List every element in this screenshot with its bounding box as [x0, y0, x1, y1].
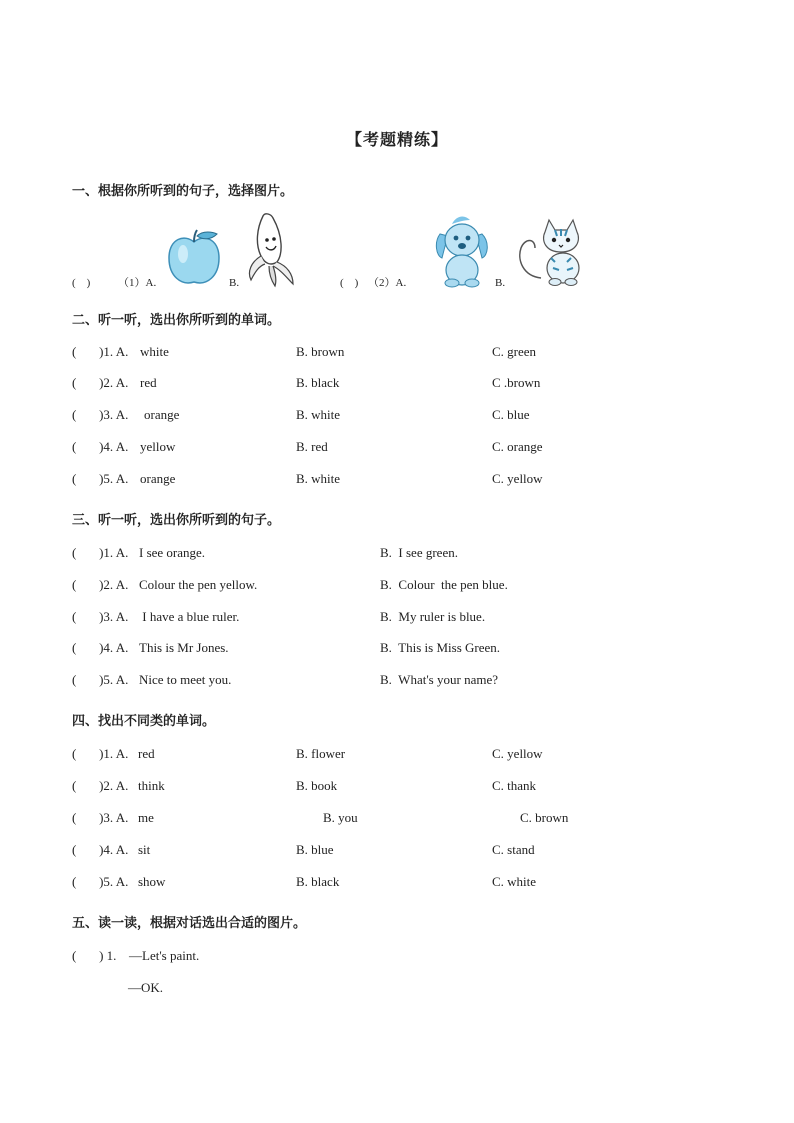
- option-b: B. white: [296, 471, 341, 486]
- item-number[interactable]: ( )5. A.: [72, 874, 129, 889]
- item-number[interactable]: ( )3. A.: [72, 407, 129, 422]
- option-c: C. thank: [492, 778, 537, 793]
- option-b-label: B.: [229, 277, 240, 289]
- option-b: B. brown: [296, 344, 345, 359]
- option-a: Colour the pen yellow.: [139, 577, 258, 592]
- banana-icon: [243, 210, 301, 288]
- option-b: B. Colour the pen blue.: [380, 577, 508, 592]
- item-number[interactable]: ( )4. A.: [72, 842, 129, 857]
- option-a: yellow: [140, 439, 176, 454]
- section-3-heading: 三、听一听，选出你所听到的句子。: [72, 513, 281, 528]
- s2-item: [0, 469, 794, 489]
- option-b: B. black: [296, 375, 340, 390]
- option-a: me: [138, 810, 154, 825]
- option-b: B. I see green.: [380, 545, 458, 560]
- option-b: B. What's your name?: [380, 672, 498, 687]
- item-number[interactable]: ( )1. A.: [72, 344, 129, 359]
- option-c: C. blue: [492, 407, 530, 422]
- s1-question-row: [0, 273, 794, 293]
- s2-item: [0, 373, 794, 393]
- s5-reply: [0, 978, 794, 998]
- s4-item: [0, 808, 794, 828]
- s3-item: [0, 638, 794, 658]
- option-a: I have a blue ruler.: [139, 609, 240, 624]
- item-number[interactable]: ( )3. A.: [72, 810, 129, 825]
- option-c: C .brown: [492, 375, 541, 390]
- item-number[interactable]: ( )4. A.: [72, 640, 129, 655]
- option-a: sit: [138, 842, 151, 857]
- option-c: C. orange: [492, 439, 543, 454]
- s2-item: [0, 405, 794, 425]
- option-c: C. white: [492, 874, 537, 889]
- option-b: B. white: [296, 407, 341, 422]
- item-number[interactable]: ( )5. A.: [72, 471, 129, 486]
- s3-item: [0, 670, 794, 690]
- option-a: show: [138, 874, 166, 889]
- option-b: B. book: [296, 778, 338, 793]
- item-number[interactable]: ( )1. A.: [72, 545, 129, 560]
- option-a: I see orange.: [139, 545, 206, 560]
- s3-item: [0, 575, 794, 595]
- s2-item: [0, 437, 794, 457]
- s4-item: [0, 744, 794, 764]
- s5-item: [0, 946, 794, 966]
- dialogue-line: —Let's paint.: [129, 948, 200, 963]
- option-b: B. black: [296, 874, 340, 889]
- option-b-label: B.: [495, 277, 506, 289]
- option-a: red: [138, 746, 155, 761]
- s4-item: [0, 776, 794, 796]
- option-a: This is Mr Jones.: [139, 640, 229, 655]
- item-number[interactable]: ( )2. A.: [72, 778, 129, 793]
- option-b: B. blue: [296, 842, 334, 857]
- item-number[interactable]: ( )5. A.: [72, 672, 129, 687]
- s2-item: [0, 342, 794, 362]
- apple-icon: [165, 228, 223, 288]
- section-4-heading: 四、找出不同类的单词。: [72, 714, 216, 729]
- s4-item: [0, 872, 794, 892]
- section-2-heading: 二、听一听，选出你所听到的单词。: [72, 313, 281, 328]
- item-number[interactable]: ( )2. A.: [72, 375, 129, 390]
- option-b: B. This is Miss Green.: [380, 640, 501, 655]
- page-title: 【考题精练】: [345, 130, 448, 149]
- option-b: B. flower: [296, 746, 346, 761]
- dialogue-line: —OK.: [128, 980, 164, 995]
- item-number[interactable]: ( )1. A.: [72, 746, 129, 761]
- option-a: orange: [140, 471, 176, 486]
- question-number: （1）A.: [118, 277, 157, 289]
- section-5-heading: 五、读一读，根据对话选出合适的图片。: [72, 916, 307, 931]
- option-c: C. yellow: [492, 471, 543, 486]
- option-a: Nice to meet you.: [139, 672, 232, 687]
- item-number[interactable]: ( )2. A.: [72, 577, 129, 592]
- answer-blank[interactable]: ( ): [340, 277, 359, 289]
- cat-icon: [515, 218, 593, 288]
- s3-item: [0, 607, 794, 627]
- section-1-heading: 一、根据你所听到的句子，选择图片。: [72, 184, 294, 199]
- s3-item: [0, 543, 794, 563]
- item-number[interactable]: ( ) 1.: [72, 948, 117, 963]
- s4-item: [0, 840, 794, 860]
- option-b: B. red: [296, 439, 328, 454]
- dog-icon: [430, 212, 495, 288]
- option-a: white: [140, 344, 169, 359]
- option-c: C. stand: [492, 842, 535, 857]
- option-c: C. brown: [520, 810, 569, 825]
- option-c: C. green: [492, 344, 537, 359]
- question-number: （2）A.: [368, 277, 407, 289]
- option-a: orange: [144, 407, 180, 422]
- option-c: C. yellow: [492, 746, 543, 761]
- answer-blank[interactable]: ( ): [72, 277, 91, 289]
- option-a: red: [140, 375, 157, 390]
- option-a: think: [138, 778, 165, 793]
- item-number[interactable]: ( )3. A.: [72, 609, 129, 624]
- item-number[interactable]: ( )4. A.: [72, 439, 129, 454]
- option-b: B. My ruler is blue.: [380, 609, 486, 624]
- option-b: B. you: [323, 810, 358, 825]
